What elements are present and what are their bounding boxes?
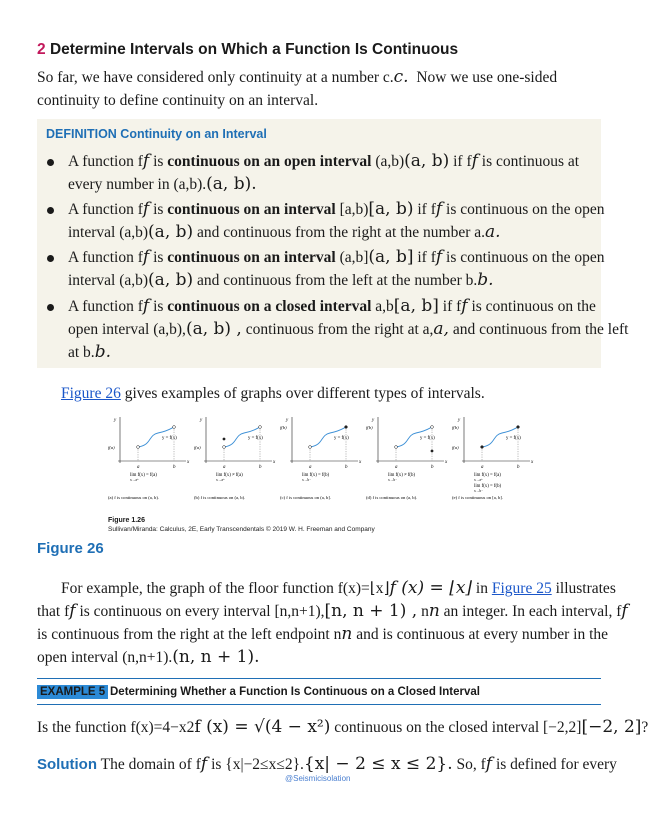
bullet-dot	[47, 159, 54, 166]
figure-25-link[interactable]: Figure 25	[491, 580, 552, 597]
fa-label: f(a)	[452, 445, 459, 450]
intro-text-2: Now we use one-sided	[416, 69, 558, 86]
example-title: Determining Whether a Function Is Continuous on a Closed Interval	[110, 686, 480, 698]
panel-caption: (d) f is continuous on (a, b).	[366, 495, 418, 500]
isolated-point	[431, 450, 434, 453]
tick-a: a	[481, 465, 484, 470]
fa-label: f(a)	[108, 445, 115, 450]
right-endpoint	[517, 426, 520, 429]
bullet-dot	[47, 255, 54, 262]
limit-subscript: x→b⁻	[474, 489, 484, 493]
tick-b: b	[173, 465, 176, 470]
figure-graphs	[108, 413, 538, 525]
limit-text: lim f(x) = f(b)	[474, 484, 502, 489]
tick-b: b	[431, 465, 434, 470]
y-axis-label: y	[114, 418, 117, 423]
limit-subscript: x→a⁺	[474, 478, 483, 482]
limit-text: lim f(x) ≠ f(b)	[388, 473, 416, 478]
x-axis-label: x	[273, 460, 276, 465]
example-question: Is the function f(x)=4−x2f (x) = √(4 − x²) continuous on the closed interval [−2,2][−2, 2]?	[37, 717, 648, 737]
isolated-point	[223, 438, 226, 441]
example-solution: Solution The domain of ff is {x|−2≤x≤2}.{x| − 2 ≤ x ≤ 2}. So, ff is defined for every	[37, 754, 617, 774]
intro-math-c: c.	[393, 67, 409, 87]
watermark: @Seismicisolation	[285, 774, 351, 783]
right-endpoint	[431, 426, 434, 429]
y-axis-label: y	[372, 418, 375, 423]
section-title	[37, 41, 458, 59]
bullet-text: A function ff is continuous on a closed interval a,b[a, b] if ff is continuous on the open interval (a,b),(a, b) , continuous from the right at a,a, and continuous from the left at b.b.	[68, 296, 629, 362]
intro-text-1: So far, we have considered only continuity at a number c.	[37, 69, 394, 86]
left-endpoint	[481, 446, 484, 449]
solution-label: Solution	[37, 756, 97, 773]
tick-b: b	[345, 465, 348, 470]
example-rule-bottom	[37, 704, 601, 705]
curve-label: y = f(x)	[162, 436, 177, 441]
curve-label: y = f(x)	[420, 436, 435, 441]
curve-label: y = f(x)	[248, 436, 263, 441]
tick-b: b	[259, 465, 262, 470]
bullet-text: A function ff is continuous on an interval (a,b](a, b] if ff is continuous on the open interval (a,b)(a, b) and continuous from the left at the number b.b.	[68, 247, 605, 290]
bullet-text: A function ff is continuous on an interval [a,b)[a, b) if ff is continuous on the open interval (a,b)(a, b) and continuous from the right at the number a.a.	[68, 199, 605, 242]
figure-reference-text: gives examples of graphs over different types of intervals.	[120, 385, 485, 402]
panel-caption: (a) f is continuous on (a, b).	[108, 495, 160, 500]
right-endpoint	[173, 426, 176, 429]
curve-label: y = f(x)	[334, 436, 349, 441]
fa-label: f(a)	[194, 445, 201, 450]
panel-caption: (c) f is continuous on (a, b].	[280, 495, 332, 500]
limit-text: lim f(x) ≠ f(a)	[216, 473, 243, 478]
left-endpoint	[137, 446, 140, 449]
fb-label: f(b)	[452, 425, 459, 430]
figure-credit: Sullivan/Miranda: Calculus, 2E, Early Transcendentals © 2019 W. H. Freeman and Company	[108, 526, 375, 533]
x-axis-label: x	[187, 460, 190, 465]
example-rule-top	[37, 678, 601, 679]
bullet-text: A function ff is continuous on an open interval (a,b)(a, b) if ff is continuous at every number in (a,b).(a, b).	[68, 151, 580, 194]
limit-subscript: x→a⁺	[130, 478, 139, 482]
panel-caption: (e) f is continuous on [a, b].	[452, 495, 504, 500]
right-endpoint	[259, 426, 262, 429]
bullet-dot	[47, 207, 54, 214]
limit-text: lim f(x) = f(b)	[302, 473, 330, 478]
fb-label: f(b)	[280, 425, 287, 430]
tick-a: a	[137, 465, 140, 470]
section-number: 2	[37, 41, 46, 58]
figure-number: Figure 1.26	[108, 517, 145, 524]
x-axis-label: x	[445, 460, 448, 465]
curve-label: y = f(x)	[506, 436, 521, 441]
figure-heading: Figure 26	[37, 540, 104, 557]
limit-text: lim f(x) = f(a)	[130, 473, 157, 478]
x-axis-label: x	[531, 460, 534, 465]
tick-a: a	[395, 465, 398, 470]
limit-subscript: x→b⁻	[388, 478, 398, 482]
floor-function-paragraph: For example, the graph of the floor function f(x)=⌊x⌋f (x) = ⌊x⌋ in Figure 25 illustrates that ff is continuous on every interval [n,n+1),[n, n + 1) , nn an integer. In each interval, ff is continuous from the right at the left endpoint nn and is continuous at every number in the open interval (n,n+1).(n, n + 1).	[37, 578, 628, 667]
limit-subscript: x→b⁻	[302, 478, 312, 482]
tick-b: b	[517, 465, 520, 470]
left-endpoint	[223, 446, 226, 449]
y-axis-label: y	[286, 418, 289, 423]
right-endpoint	[345, 426, 348, 429]
left-endpoint	[309, 446, 312, 449]
limit-subscript: x→a⁺	[216, 478, 225, 482]
figure-reference-line	[61, 382, 485, 405]
left-endpoint	[395, 446, 398, 449]
intro-text-3: continuity to define continuity on an interval.	[37, 92, 319, 109]
limit-text: lim f(x) = f(a)	[474, 473, 501, 478]
x-axis-label: x	[359, 460, 362, 465]
panel-caption: (b) f is continuous on (a, b).	[194, 495, 246, 500]
example-label: EXAMPLE 5	[37, 685, 108, 699]
figure-26-link[interactable]: Figure 26	[61, 385, 121, 402]
y-axis-label: y	[458, 418, 461, 423]
tick-a: a	[309, 465, 312, 470]
section-title-text: Determine Intervals on Which a Function Is Continuous	[49, 41, 459, 58]
fb-label: f(b)	[366, 425, 373, 430]
intro-paragraph	[37, 66, 607, 112]
tick-a: a	[223, 465, 226, 470]
definition-label: DEFINITION Continuity on an Interval	[46, 127, 267, 141]
y-axis-label: y	[200, 418, 203, 423]
bullet-dot	[47, 304, 54, 311]
